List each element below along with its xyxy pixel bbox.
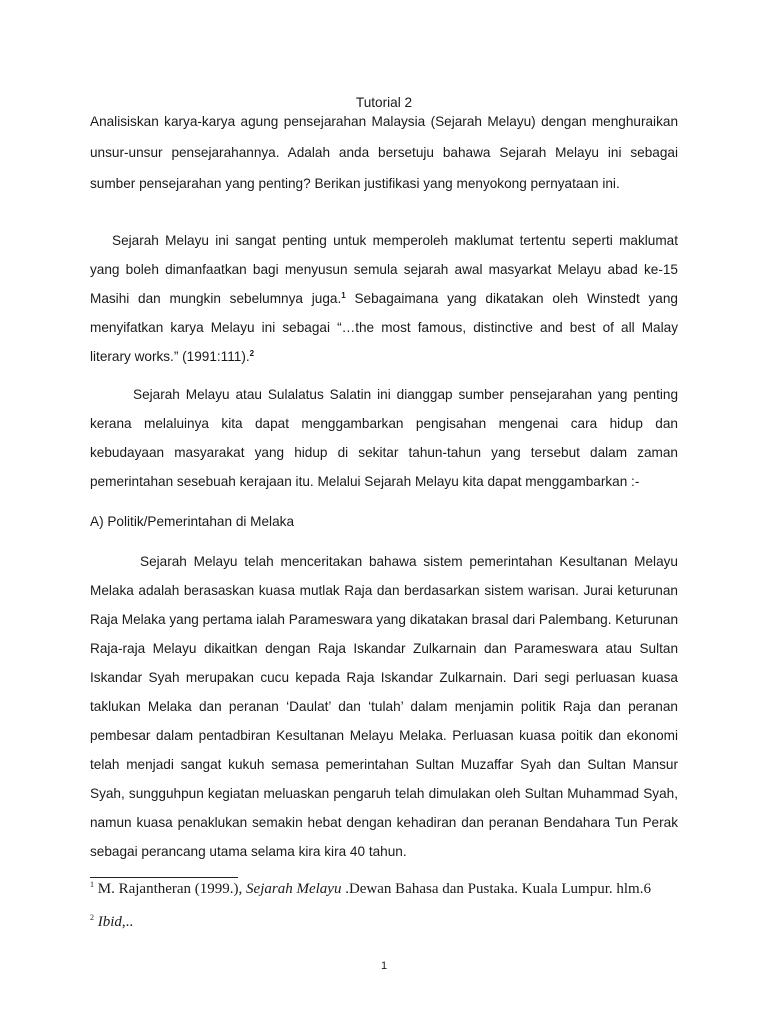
footnote-mark: 2	[90, 913, 94, 922]
text-line: Sejarah Melayu ini sangat penting untuk memperoleh maklumat tertentu seperti maklumat	[112, 233, 678, 248]
section-heading: A) Politik/Pemerintahan di Melaka	[90, 514, 294, 529]
question-paragraph	[90, 106, 678, 199]
text-line: Raja Melaka yang pertama ialah Parameswara yang dikatakan brasal dari Palembang. Keturunan	[90, 612, 678, 627]
text-line: Syah, sungguhpun kegiatan meluaskan pengaruh telah dimulakan oleh Sultan Muhammad Syah,	[90, 786, 678, 801]
text-segment: Masihi dan mungkin sebelumnya juga.	[90, 291, 342, 306]
text-line: menyifatkan karya Melayu ini sebagai “…the most famous, distinctive and best of all Malay	[90, 320, 678, 335]
text-line: pembesar dalam pentadbiran Kesultanan Melayu Melaka. Perluasan kuasa poitik dan ekonomi	[90, 728, 678, 743]
footnote-2	[90, 912, 133, 932]
text-line: pemerintahan sesebuah kerajaan itu. Melalui Sejarah Melayu kita dapat menggambarkan :-	[90, 474, 640, 489]
text-line: Raja-raja Melayu dikaitkan dengan Raja Iskandar Zulkarnain dan Parameswara atau Sultan	[90, 641, 678, 656]
text-line: yang boleh dimanfaatkan bagi menyusun semula sejarah awal masyarkat Melayu abad ke-15	[90, 262, 678, 277]
text-line: unsur-unsur pensejarahannya. Adalah anda bersetuju bahawa Sejarah Melayu ini sebagai	[90, 145, 678, 160]
text-segment: Sebagaimana yang dikatakan oleh Winstedt yang	[345, 291, 678, 306]
footnote-text: ,..	[121, 914, 134, 930]
footnote-1	[90, 879, 651, 899]
text-line: telah menjadi sangat kukuh semasa pemerintahan Sultan Muzaffar Syah dan Sultan Mansur	[90, 757, 678, 772]
text-line: kerana melaluinya kita dapat menggambarkan pengisahan mengenai cara hidup dan	[90, 416, 678, 431]
page-title: Tutorial 2	[355, 95, 413, 110]
text-line	[90, 284, 678, 313]
text-line: sumber pensejarahan yang penting? Berikan justifikasi yang menyokong pernyataan ini.	[90, 176, 620, 191]
paragraph-politics	[90, 547, 678, 866]
text-line: Iskandar Syah merupakan cucu kepada Raja Iskandar Zulkarnain. Dari segi perluasan kuasa	[90, 670, 678, 685]
footnote-text: .Dewan Bahasa dan Pustaka. Kuala Lumpur. hlm.6	[341, 881, 651, 897]
footnote-ibid: Ibid	[94, 914, 122, 930]
paragraph-significance	[90, 226, 678, 371]
text-line: namun kuasa penaklukan semakin hebat dengan kehadiran dan peranan Bendahara Tun Perak	[90, 815, 678, 830]
footnote-separator	[90, 877, 238, 878]
footnote-mark: 1	[90, 880, 94, 889]
footnote-text: M. Rajantheran (1999.),	[94, 881, 247, 897]
text-line: Sejarah Melayu atau Sulalatus Salatin ini dianggap sumber pensejarahan yang penting	[133, 387, 678, 402]
text-line: taklukan Melaka dan peranan ‘Daulat’ dan ‘tulah’ dalam menjamin politik Raja dan peranan	[90, 699, 678, 714]
text-line: Melaka adalah berasaskan kuasa mutlak Raja dan berdasarkan sistem warisan. Jurai keturunan	[90, 583, 678, 598]
paragraph-source	[90, 380, 678, 496]
text-line: kebudayaan masyarakat yang hidup di sekitar tahun-tahun yang tersebut dalam zaman	[90, 445, 678, 460]
text-line: Sejarah Melayu telah menceritakan bahawa sistem pemerintahan Kesultanan Melayu	[140, 554, 678, 569]
page-number: 1	[380, 960, 388, 972]
footnote-book-title: Sejarah Melayu	[246, 881, 342, 897]
text-line: sebagai perancang utama selama kira kira 40 tahun.	[90, 844, 407, 859]
text-segment: literary works.” (1991:111).	[90, 349, 250, 364]
text-line: Analisiskan karya-karya agung pensejarahan Malaysia (Sejarah Melayu) dengan menghuraikan	[90, 114, 678, 129]
text-line	[90, 342, 678, 371]
footnote-ref-1[interactable]: 1	[341, 291, 346, 300]
footnote-ref-2[interactable]: 2	[249, 349, 255, 358]
